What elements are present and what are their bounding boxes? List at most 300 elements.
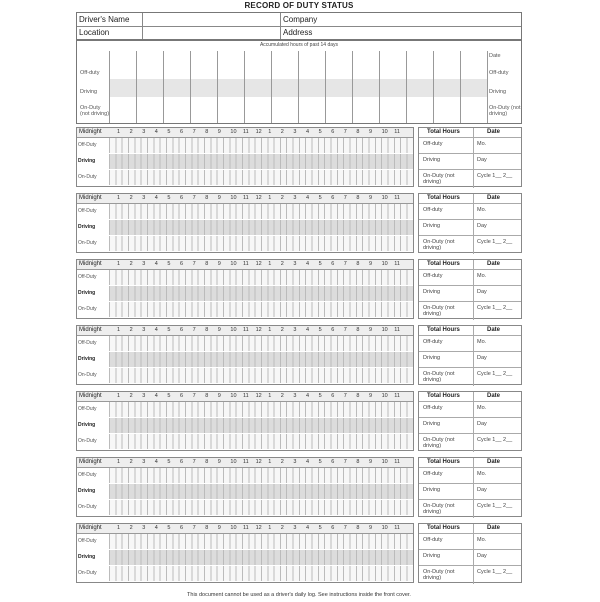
totals-row[interactable] — [419, 235, 521, 249]
totals-row-label: Driving — [423, 553, 441, 559]
totals-row-label: On-Duty (not driving) — [423, 173, 455, 185]
hour-tick-label: 2 — [280, 459, 284, 465]
hour-tick-label: 8 — [356, 525, 360, 531]
hour-tick-label: 9 — [217, 459, 221, 465]
hour-tick-label: 8 — [356, 393, 360, 399]
date-row-label: Day — [477, 421, 487, 427]
hour-tick-label: 5 — [318, 393, 322, 399]
duty-row-grid[interactable] — [109, 270, 413, 285]
hour-grid[interactable] — [76, 127, 414, 187]
total-hours-header: Total Hours — [427, 195, 460, 201]
accum-column-divider — [271, 51, 272, 123]
hour-tick-label: 3 — [293, 393, 297, 399]
accum-column-divider — [163, 51, 164, 123]
totals-row[interactable] — [419, 467, 521, 481]
date-row-label: Cycle 1__ 2__ — [477, 305, 513, 311]
hour-grid[interactable] — [76, 391, 414, 451]
company-field[interactable]: Company — [283, 15, 318, 24]
daily-log-block — [76, 457, 522, 517]
hour-tick-label: 10 — [381, 525, 388, 531]
date-header: Date — [487, 195, 501, 201]
hour-tick-label: 11 — [243, 459, 249, 465]
hour-header — [77, 458, 413, 468]
duty-row-grid[interactable] — [109, 468, 413, 483]
accum-column-divider — [136, 51, 137, 123]
date-row-label: Day — [477, 355, 487, 361]
date-header: Date — [487, 459, 501, 465]
hour-tick-label: 5 — [318, 525, 322, 531]
midnight-label: Midnight — [79, 327, 102, 333]
hour-tick-label: 3 — [293, 459, 297, 465]
totals-row-label: Off-duty — [423, 471, 443, 477]
duty-row-label: On-Duty — [78, 372, 97, 378]
accum-offduty-label: Off-duty — [80, 70, 100, 76]
duty-row-label: Off-Duty — [78, 340, 97, 346]
hour-tick-label: 10 — [230, 393, 237, 399]
hour-tick-label: 4 — [306, 525, 310, 531]
hour-tick-label: 11 — [243, 195, 249, 201]
totals-row[interactable] — [419, 153, 521, 167]
midnight-label: Midnight — [79, 525, 102, 531]
totals-row[interactable] — [419, 417, 521, 431]
totals-row[interactable] — [419, 137, 521, 151]
totals-row-label: Off-duty — [423, 273, 443, 279]
duty-row-label: Driving — [78, 488, 96, 494]
duty-row-grid[interactable] — [109, 402, 413, 417]
totals-row-label: Driving — [423, 421, 441, 427]
hour-grid[interactable] — [76, 523, 414, 583]
hour-tick-label: 5 — [318, 459, 322, 465]
hour-tick-label: 2 — [129, 393, 133, 399]
hour-tick-label: 9 — [369, 129, 373, 135]
drivers-name-field[interactable] — [143, 13, 281, 26]
hour-tick-label: 7 — [343, 195, 347, 201]
hour-tick-label: 7 — [343, 261, 347, 267]
hour-tick-label: 4 — [154, 525, 158, 531]
hour-tick-label: 5 — [167, 393, 171, 399]
duty-row-grid[interactable] — [109, 434, 413, 449]
duty-row-label: Driving — [78, 554, 96, 560]
totals-row[interactable] — [419, 565, 521, 579]
date-header: Date — [487, 393, 501, 399]
hour-tick-label: 2 — [129, 129, 133, 135]
duty-row-label: Off-Duty — [78, 406, 97, 412]
date-row-label: Day — [477, 223, 487, 229]
hour-grid[interactable] — [76, 193, 414, 253]
duty-row-label: Off-Duty — [78, 208, 97, 214]
date-row-label: Cycle 1__ 2__ — [477, 173, 513, 179]
hour-tick-label: 8 — [205, 459, 209, 465]
duty-row-grid[interactable] — [109, 220, 413, 235]
accum-column-divider — [109, 51, 110, 123]
totals-row-label: Off-duty — [423, 537, 443, 543]
duty-row-label: Driving — [78, 158, 96, 164]
total-hours-header: Total Hours — [427, 525, 460, 531]
hour-header — [77, 326, 413, 336]
date-row-label: Day — [477, 487, 487, 493]
midnight-label: Midnight — [79, 393, 102, 399]
hour-tick-label: 6 — [180, 459, 184, 465]
midnight-label: Midnight — [79, 261, 102, 267]
hour-tick-label: 3 — [142, 327, 146, 333]
hour-tick-label: 6 — [331, 195, 335, 201]
hour-tick-label: 1 — [117, 195, 121, 201]
hour-tick-label: 9 — [217, 327, 221, 333]
hour-tick-label: 5 — [318, 261, 322, 267]
hour-tick-label: 7 — [343, 327, 347, 333]
totals-row[interactable] — [419, 401, 521, 415]
date-row-label: Cycle 1__ 2__ — [477, 503, 513, 509]
totals-row[interactable] — [419, 351, 521, 365]
date-header: Date — [487, 327, 501, 333]
hour-tick-label: 4 — [306, 261, 310, 267]
hour-tick-label: 4 — [154, 261, 158, 267]
hour-tick-label: 9 — [369, 459, 373, 465]
hour-tick-label: 12 — [255, 129, 262, 135]
totals-row-label: Driving — [423, 157, 441, 163]
accum-column-divider — [433, 51, 434, 123]
date-row-label: Mo. — [477, 537, 487, 543]
hour-tick-label: 6 — [331, 393, 335, 399]
midnight-label: Midnight — [79, 459, 102, 465]
hour-tick-label: 10 — [381, 459, 388, 465]
hour-tick-label: 1 — [268, 261, 272, 267]
hour-tick-label: 11 — [394, 459, 400, 465]
hour-tick-label: 11 — [394, 195, 400, 201]
hour-tick-label: 9 — [369, 393, 373, 399]
midnight-label: Midnight — [79, 195, 102, 201]
hour-tick-label: 7 — [343, 459, 347, 465]
hour-tick-label: 2 — [280, 195, 284, 201]
footer-note: This document cannot be used as a driver's daily log. See instructions inside the front cover. — [187, 592, 411, 598]
hour-tick-label: 10 — [230, 129, 237, 135]
hour-tick-label: 6 — [180, 129, 184, 135]
hour-tick-label: 3 — [142, 261, 146, 267]
duty-row-grid[interactable] — [109, 154, 413, 169]
hour-tick-label: 2 — [280, 261, 284, 267]
accumulated-hours-table — [76, 40, 522, 124]
hour-tick-label: 2 — [129, 459, 133, 465]
hour-tick-label: 1 — [268, 129, 272, 135]
hour-tick-label: 6 — [180, 195, 184, 201]
accumulated-hours-title: Accumulated hours of past 14 days — [259, 42, 339, 48]
total-hours-header: Total Hours — [427, 129, 460, 135]
hour-tick-label: 9 — [217, 393, 221, 399]
hour-tick-label: 6 — [331, 459, 335, 465]
accum-column-divider — [352, 51, 353, 123]
duty-row-grid[interactable] — [109, 336, 413, 351]
hour-tick-label: 2 — [280, 327, 284, 333]
hour-tick-label: 7 — [192, 459, 196, 465]
hour-tick-label: 8 — [205, 393, 209, 399]
midnight-label: Midnight — [79, 129, 102, 135]
totals-row[interactable] — [419, 533, 521, 547]
page-title: RECORD OF DUTY STATUS — [244, 1, 354, 10]
hour-tick-label: 11 — [394, 261, 400, 267]
accum-onduty-label: On-Duty (not driving) — [80, 105, 110, 117]
duty-row-grid[interactable] — [109, 170, 413, 185]
hour-tick-label: 11 — [243, 261, 249, 267]
hour-tick-label: 7 — [192, 327, 196, 333]
duty-row-grid[interactable] — [109, 138, 413, 153]
hour-tick-label: 3 — [293, 129, 297, 135]
totals-box — [418, 457, 522, 517]
hour-grid[interactable] — [76, 259, 414, 319]
totals-row-label: Off-duty — [423, 207, 443, 213]
hour-tick-label: 8 — [205, 525, 209, 531]
duty-row-label: Off-Duty — [78, 274, 97, 280]
duty-row-grid[interactable] — [109, 500, 413, 515]
duty-row-label: Off-Duty — [78, 538, 97, 544]
date-row-label: Day — [477, 157, 487, 163]
hour-tick-label: 2 — [280, 129, 284, 135]
totals-row[interactable] — [419, 269, 521, 283]
duty-row-grid[interactable] — [109, 286, 413, 301]
hour-tick-label: 11 — [394, 129, 400, 135]
totals-row[interactable] — [419, 169, 521, 183]
hour-grid[interactable] — [76, 457, 414, 517]
date-row-label: Mo. — [477, 405, 487, 411]
hour-tick-label: 12 — [255, 393, 262, 399]
duty-row-label: On-Duty — [78, 240, 97, 246]
duty-row-grid[interactable] — [109, 368, 413, 383]
accum-column-divider — [190, 51, 191, 123]
totals-row[interactable] — [419, 499, 521, 513]
date-row-label: Cycle 1__ 2__ — [477, 569, 513, 575]
hour-tick-label: 9 — [217, 525, 221, 531]
hour-tick-label: 7 — [192, 129, 196, 135]
hour-tick-label: 2 — [280, 525, 284, 531]
totals-row[interactable] — [419, 549, 521, 563]
totals-row[interactable] — [419, 335, 521, 349]
hour-tick-label: 9 — [369, 525, 373, 531]
duty-row-label: Driving — [78, 224, 96, 230]
hour-tick-label: 10 — [381, 129, 388, 135]
hour-tick-label: 9 — [369, 327, 373, 333]
hour-tick-label: 12 — [255, 459, 262, 465]
hour-grid[interactable] — [76, 325, 414, 385]
daily-log-block — [76, 127, 522, 187]
hour-tick-label: 1 — [268, 327, 272, 333]
total-hours-header: Total Hours — [427, 261, 460, 267]
accum-column-divider — [325, 51, 326, 123]
date-header: Date — [487, 525, 501, 531]
totals-row-label: On-Duty (not driving) — [423, 569, 455, 581]
date-row-label: Mo. — [477, 339, 487, 345]
hour-tick-label: 8 — [205, 195, 209, 201]
hour-tick-label: 5 — [167, 195, 171, 201]
hour-tick-label: 3 — [293, 525, 297, 531]
hour-tick-label: 2 — [129, 525, 133, 531]
totals-row[interactable] — [419, 219, 521, 233]
hour-tick-label: 3 — [142, 525, 146, 531]
hour-tick-label: 6 — [180, 525, 184, 531]
hour-tick-label: 4 — [306, 195, 310, 201]
duty-row-label: Off-Duty — [78, 142, 97, 148]
totals-box — [418, 325, 522, 385]
hour-tick-label: 8 — [356, 327, 360, 333]
hour-tick-label: 6 — [180, 393, 184, 399]
accum-date-label: Date — [489, 53, 501, 59]
date-header: Date — [487, 129, 501, 135]
totals-row[interactable] — [419, 285, 521, 299]
hour-tick-label: 10 — [230, 525, 237, 531]
accum-right-driving: Driving — [489, 89, 507, 95]
daily-log-block — [76, 325, 522, 385]
hour-tick-label: 7 — [192, 195, 196, 201]
hour-tick-label: 4 — [306, 129, 310, 135]
date-row-label: Mo. — [477, 207, 487, 213]
totals-row[interactable] — [419, 483, 521, 497]
hour-tick-label: 5 — [318, 195, 322, 201]
hour-tick-label: 5 — [167, 459, 171, 465]
hour-tick-label: 1 — [117, 525, 121, 531]
hour-tick-label: 1 — [117, 129, 121, 135]
hour-tick-label: 7 — [192, 525, 196, 531]
totals-row-label: Driving — [423, 355, 441, 361]
date-row-label: Cycle 1__ 2__ — [477, 371, 513, 377]
duty-row-grid[interactable] — [109, 484, 413, 499]
hour-tick-label: 4 — [154, 129, 158, 135]
hour-tick-label: 11 — [243, 393, 249, 399]
hour-tick-label: 10 — [230, 327, 237, 333]
hour-tick-label: 11 — [394, 393, 400, 399]
daily-log-block — [76, 193, 522, 253]
duty-row-label: Driving — [78, 356, 96, 362]
hour-tick-label: 2 — [280, 393, 284, 399]
hour-tick-label: 9 — [217, 129, 221, 135]
hour-header — [77, 194, 413, 204]
hour-tick-label: 3 — [293, 327, 297, 333]
duty-row-grid[interactable] — [109, 204, 413, 219]
hour-tick-label: 10 — [230, 195, 237, 201]
accum-column-divider — [298, 51, 299, 123]
hour-tick-label: 7 — [192, 393, 196, 399]
duty-row-grid[interactable] — [109, 302, 413, 317]
hour-tick-label: 5 — [318, 129, 322, 135]
hour-header — [77, 128, 413, 138]
hour-header — [77, 392, 413, 402]
hour-tick-label: 10 — [381, 327, 388, 333]
daily-log-block — [76, 391, 522, 451]
date-row-label: Mo. — [477, 273, 487, 279]
hour-tick-label: 9 — [217, 195, 221, 201]
totals-box — [418, 259, 522, 319]
driver-info-header — [76, 12, 522, 40]
hour-header — [77, 260, 413, 270]
totals-row-label: Driving — [423, 223, 441, 229]
totals-row[interactable] — [419, 367, 521, 381]
totals-row-label: On-Duty (not driving) — [423, 437, 455, 449]
location-field[interactable] — [143, 26, 281, 39]
hour-tick-label: 8 — [205, 129, 209, 135]
totals-row-label: On-Duty (not driving) — [423, 305, 455, 317]
hour-tick-label: 4 — [154, 393, 158, 399]
duty-row-grid[interactable] — [109, 566, 413, 581]
hour-tick-label: 11 — [243, 129, 249, 135]
accum-column-divider — [217, 51, 218, 123]
total-hours-header: Total Hours — [427, 327, 460, 333]
hour-tick-label: 6 — [180, 327, 184, 333]
date-row-label: Mo. — [477, 141, 487, 147]
total-hours-header: Total Hours — [427, 393, 460, 399]
hour-tick-label: 12 — [255, 525, 262, 531]
hour-tick-label: 1 — [268, 393, 272, 399]
hour-tick-label: 12 — [255, 327, 262, 333]
hour-tick-label: 9 — [217, 261, 221, 267]
accum-column-divider — [406, 51, 407, 123]
duty-row-grid[interactable] — [109, 418, 413, 433]
accum-right-onduty: On-Duty (not driving) — [489, 105, 521, 117]
hour-tick-label: 6 — [331, 261, 335, 267]
date-row-label: Day — [477, 289, 487, 295]
totals-row-label: Off-duty — [423, 405, 443, 411]
totals-box — [418, 127, 522, 187]
hour-tick-label: 3 — [293, 261, 297, 267]
hour-tick-label: 10 — [381, 195, 388, 201]
hour-tick-label: 4 — [306, 393, 310, 399]
hour-tick-label: 1 — [268, 459, 272, 465]
totals-row-label: Driving — [423, 289, 441, 295]
totals-row-label: Driving — [423, 487, 441, 493]
hour-tick-label: 3 — [142, 459, 146, 465]
hour-tick-label: 1 — [117, 393, 121, 399]
accum-column-divider — [460, 51, 461, 123]
hour-tick-label: 6 — [180, 261, 184, 267]
totals-box — [418, 193, 522, 253]
hour-tick-label: 11 — [243, 525, 249, 531]
duty-row-grid[interactable] — [109, 236, 413, 251]
accum-column-divider — [379, 51, 380, 123]
totals-box — [418, 523, 522, 583]
accum-driving-label: Driving — [80, 89, 98, 95]
hour-tick-label: 4 — [154, 327, 158, 333]
accum-column-divider — [244, 51, 245, 123]
hour-tick-label: 6 — [331, 327, 335, 333]
date-row-label: Mo. — [477, 471, 487, 477]
duty-row-grid[interactable] — [109, 534, 413, 549]
duty-row-label: On-Duty — [78, 174, 97, 180]
hour-tick-label: 8 — [356, 261, 360, 267]
hour-tick-label: 9 — [369, 261, 373, 267]
hour-tick-label: 12 — [255, 261, 262, 267]
address-field[interactable]: Address — [283, 28, 313, 37]
totals-row-label: Off-duty — [423, 339, 443, 345]
duty-row-grid[interactable] — [109, 352, 413, 367]
totals-row[interactable] — [419, 203, 521, 217]
totals-row[interactable] — [419, 301, 521, 315]
totals-box — [418, 391, 522, 451]
totals-row[interactable] — [419, 433, 521, 447]
hour-tick-label: 1 — [268, 195, 272, 201]
hour-tick-label: 3 — [142, 393, 146, 399]
duty-row-grid[interactable] — [109, 550, 413, 565]
accum-column-divider — [487, 51, 488, 123]
hour-tick-label: 9 — [369, 195, 373, 201]
duty-row-label: Driving — [78, 290, 96, 296]
duty-row-label: On-Duty — [78, 306, 97, 312]
date-header: Date — [487, 261, 501, 267]
hour-tick-label: 8 — [356, 195, 360, 201]
daily-log-block — [76, 523, 522, 583]
hour-tick-label: 4 — [306, 459, 310, 465]
hour-tick-label: 11 — [243, 327, 249, 333]
duty-row-label: On-Duty — [78, 504, 97, 510]
duty-row-label: Driving — [78, 422, 96, 428]
hour-tick-label: 2 — [129, 195, 133, 201]
hour-tick-label: 6 — [331, 525, 335, 531]
location-label: Location — [77, 26, 143, 39]
